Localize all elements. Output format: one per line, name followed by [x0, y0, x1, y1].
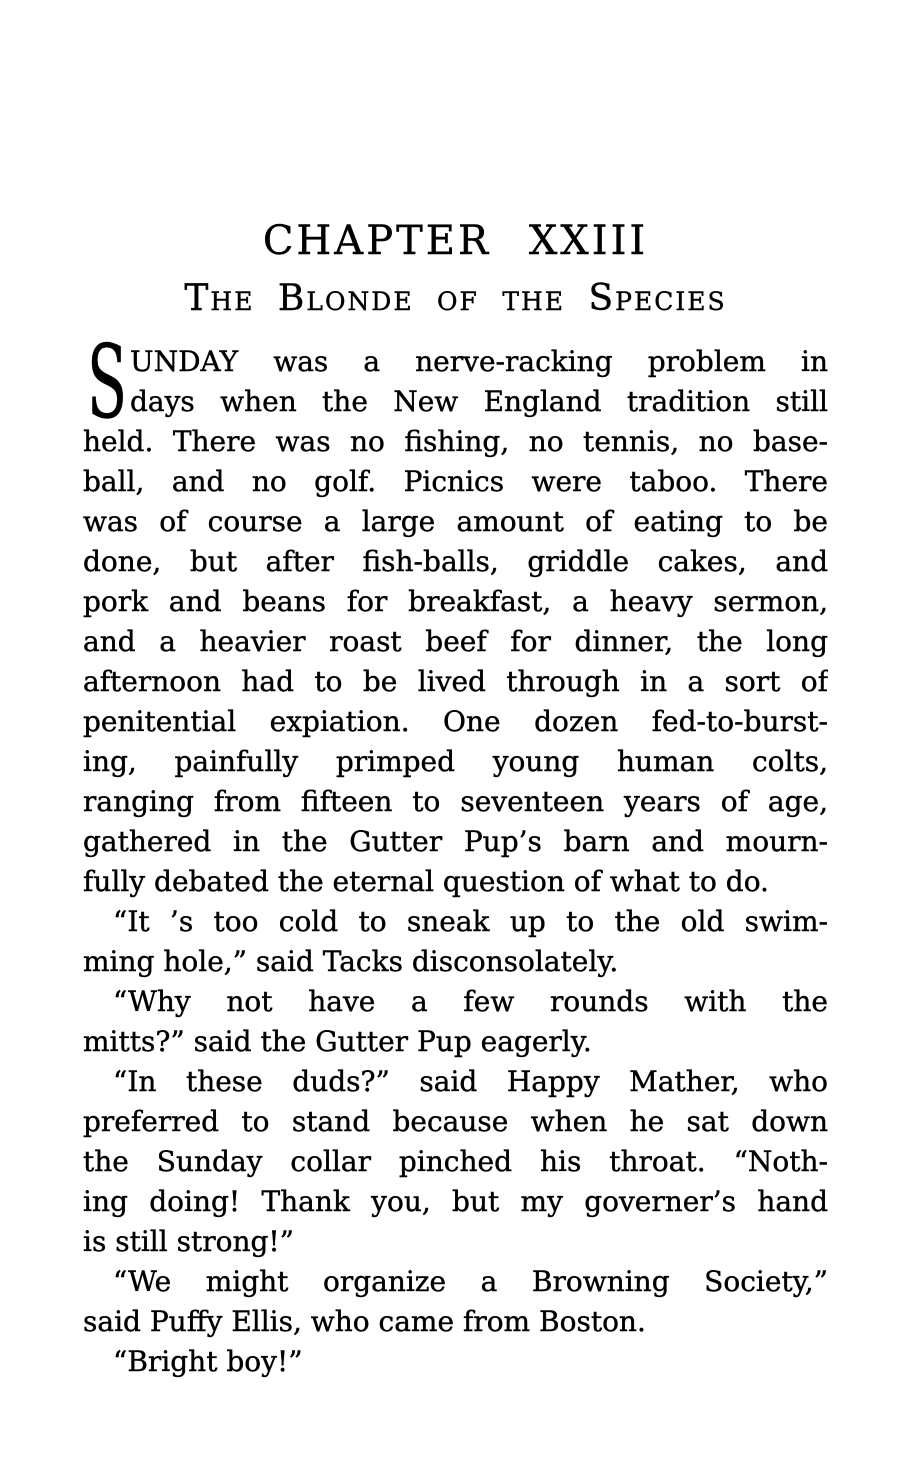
text-line: the Sunday collar pinched his throat. “Noth-	[83, 1145, 828, 1178]
chapter-heading: CHAPTER XXIII	[262, 218, 649, 264]
text-line: said Puffy Ellis, who came from Boston.	[83, 1305, 646, 1338]
text-line: fully debated the eternal question of what to do.	[83, 865, 769, 898]
text-line: afternoon had to be lived through in a sort of	[83, 665, 828, 698]
text-line: mitts?” said the Gutter Pup eagerly.	[83, 1025, 592, 1058]
text-line: “It ’s too cold to sneak up to the old swim-	[113, 905, 828, 938]
text-line: ing, painfully primped young human colts,	[83, 745, 828, 778]
chapter-subtitle: The Blonde of the Species	[184, 278, 727, 319]
text-line: gathered in the Gutter Pup’s barn and mourn-	[83, 825, 828, 858]
text-line: ing doing! Thank you, but my governer’s hand	[83, 1185, 828, 1218]
text-line: and a heavier roast beef for dinner, the long	[83, 625, 828, 658]
text-line: “Why not have a few rounds with the	[113, 985, 828, 1018]
text-line: held. There was no fishing, no tennis, no base-	[83, 425, 828, 458]
text-line: “In these duds?” said Happy Mather, who	[113, 1065, 828, 1098]
text-line: ming hole,” said Tacks disconsolately.	[83, 945, 619, 978]
text-line: ranging from fifteen to seventeen years of age,	[83, 785, 828, 818]
text-line: days when the New England tradition still	[130, 385, 828, 418]
text-line: pork and beans for breakfast, a heavy sermon,	[83, 585, 828, 618]
text-line: done, but after fish-balls, griddle cakes, and	[83, 545, 828, 578]
text-line: “We might organize a Browning Society,”	[113, 1265, 828, 1298]
text-line: is still strong!”	[83, 1225, 294, 1258]
text-line: preferred to stand because when he sat down	[83, 1105, 828, 1138]
text-line: UNDAY was a nerve-racking problem in	[130, 345, 828, 378]
text-line: ball, and no golf. Picnics were taboo. There	[83, 465, 828, 498]
text-line: was of course a large amount of eating to be	[83, 505, 828, 538]
drop-cap: S	[87, 323, 128, 441]
body-text-block	[83, 323, 828, 1382]
text-line: “Bright boy!”	[113, 1345, 303, 1378]
text-line: penitential expiation. One dozen fed-to-burst-	[83, 705, 828, 738]
